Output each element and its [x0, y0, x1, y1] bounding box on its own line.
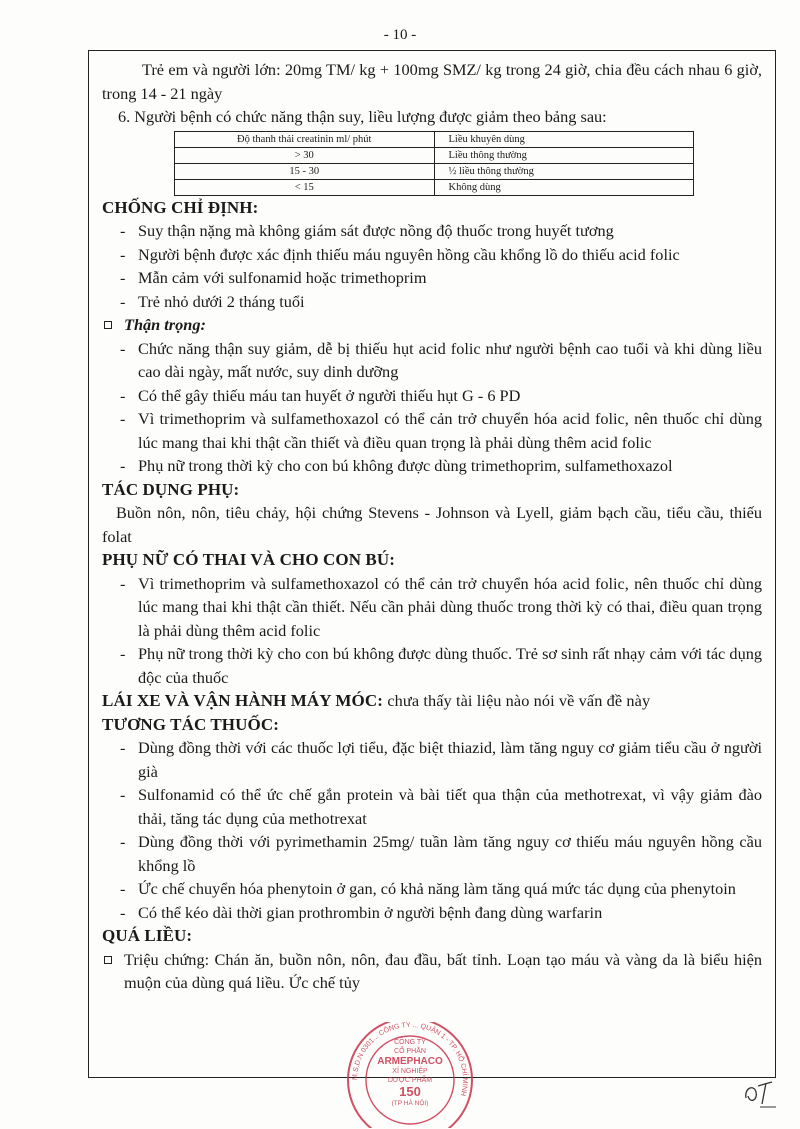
dosage-line: Trẻ em và người lớn: 20mg TM/ kg + 100mg SMZ/ kg trong 24 giờ, chia đều cách nhau 6 giờ, trong 14 - 21 ngày [102, 60, 762, 103]
stamp-line: CÔNG TY [394, 1039, 426, 1046]
list-item: - Phụ nữ trong thời kỳ cho con bú không được dùng trimethoprim, sulfamethoxazol [102, 454, 762, 478]
list-item: - Vì trimethoprim và sulfamethoxazol có thể cản trở chuyển hóa acid folic, nên thuốc chỉ dùng lúc mang thai khi thật cần thiết và điều quan trọng là phải dùng thêm acid folic [102, 407, 762, 454]
side-effects-text: Buồn nôn, nôn, tiêu chảy, hội chứng Stevens - Johnson và Lyell, giảm bạch cầu, tiểu cầu, thiếu folat [102, 503, 762, 546]
renal-dosage-item: 6. Người bệnh có chức năng thận suy, liều lượng được giảm theo bảng sau: [118, 107, 607, 126]
precautions-heading: Thận trọng: [124, 315, 206, 334]
square-bullet-icon [104, 321, 112, 329]
document-body [102, 58, 762, 995]
overdose-text: Triệu chứng: Chán ăn, buồn nôn, nôn, đau đầu, bất tỉnh. Loạn tạo máu và vàng da là biểu hiện muộn của dùng quá liều. Ức chế tủy [124, 949, 762, 992]
list-item: - Dùng đồng thời với pyrimethamin 25mg/ tuần làm tăng nguy cơ thiếu máu nguyên hồng cầu khổng lồ [102, 830, 762, 877]
list-item: - Người bệnh được xác định thiếu máu nguyên hồng cầu khổng lồ do thiếu acid folic [102, 243, 762, 267]
table-header-row [175, 131, 694, 147]
table-cell: Liều thông thường [434, 147, 694, 163]
interactions-list [102, 736, 762, 924]
table-cell: ½ liều thông thường [434, 163, 694, 179]
stamp-line: ARMEPHACO [377, 1056, 443, 1067]
list-item: - Suy thận nặng mà không giám sát được nồng độ thuốc trong huyết tương [102, 219, 762, 243]
list-item: - Trẻ nhỏ dưới 2 tháng tuổi [102, 290, 762, 314]
stamp-line: 150 [399, 1084, 421, 1099]
list-item: - Có thể kéo dài thời gian prothrombin ở người bệnh đang dùng warfarin [102, 901, 762, 925]
table-header-cell: Liều khuyên dùng [434, 131, 694, 147]
precautions-list [102, 337, 762, 478]
stamp-line: XÍ NGHIỆP [392, 1068, 428, 1075]
contraindications-heading: CHỐNG CHỈ ĐỊNH: [102, 197, 259, 217]
table-cell: Không dùng [434, 179, 694, 195]
side-effects-heading: TÁC DỤNG PHỤ: [102, 479, 240, 499]
table-header-cell: Độ thanh thải creatinin ml/ phút [175, 131, 435, 147]
driving-paragraph [102, 689, 762, 713]
renal-dose-table [174, 131, 694, 196]
overdose-row [102, 948, 762, 995]
table-row [175, 163, 694, 179]
list-item: - Có thể gây thiếu máu tan huyết ở người thiếu hụt G - 6 PD [102, 384, 762, 408]
pregnancy-list [102, 572, 762, 690]
driving-text: chưa thấy tài liệu nào nói về vấn đề này [387, 691, 651, 710]
list-item: - Chức năng thận suy giảm, dễ bị thiếu hụt acid folic như người bệnh cao tuổi và khi dùng liều cao dài ngày, mất nước, suy dinh dưỡng [102, 337, 762, 384]
list-item: - Sulfonamid có thể ức chế gắn protein và bài tiết qua thận của methotrexat, vì vậy giảm đào thải, tăng tác dụng của methotrexat [102, 783, 762, 830]
list-item: - Ức chế chuyển hóa phenytoin ở gan, có khả năng làm tăng quá mức tác dụng của phenytoin [102, 877, 762, 901]
table-row [175, 147, 694, 163]
table-cell: > 30 [175, 147, 435, 163]
square-bullet-icon [104, 956, 112, 964]
stamp-line: (TP HÀ NỘI) [391, 1100, 429, 1107]
page-number: - 10 - [383, 27, 417, 43]
list-item: - Phụ nữ trong thời kỳ cho con bú không được dùng thuốc. Trẻ sơ sinh rất nhạy cảm với tác dụng độc của thuốc [102, 642, 762, 689]
overdose-heading: QUÁ LIỀU: [102, 926, 193, 945]
precautions-heading-row [102, 313, 762, 337]
interactions-heading: TƯƠNG TÁC THUỐC: [102, 714, 279, 734]
stamp-line: CỔ PHẦN [394, 1048, 426, 1055]
table-row [175, 179, 694, 195]
stamp-ring-text: M.S.D.N 0301... CÔNG TY ... QUẬN 1 - TP. HỒ CHÍ MINH [351, 1022, 469, 1097]
stamp-line: DƯỢC PHẨM [387, 1077, 433, 1084]
handwritten-initial-mark [740, 1074, 780, 1110]
list-item: - Vì trimethoprim và sulfamethoxazol có thể cản trở chuyển hóa acid folic, nên thuốc chỉ dùng lúc mang thai khi thật cần thiết. Nếu cần phải dùng thuốc trong thời kỳ có thai, điều quan trọng là phải dùng thêm acid folic [102, 572, 762, 643]
list-item: - Dùng đồng thời với các thuốc lợi tiểu, đặc biệt thiazid, làm tăng nguy cơ giảm tiểu cầu ở người già [102, 736, 762, 783]
table-cell: 15 - 30 [175, 163, 435, 179]
pregnancy-heading: PHỤ NỮ CÓ THAI VÀ CHO CON BÚ: [102, 550, 396, 569]
table-cell: < 15 [175, 179, 435, 195]
contraindications-list [102, 219, 762, 313]
driving-heading: LÁI XE VÀ VẬN HÀNH MÁY MÓC: [102, 691, 383, 710]
list-item: - Mẫn cảm với sulfonamid hoặc trimethoprim [102, 266, 762, 290]
